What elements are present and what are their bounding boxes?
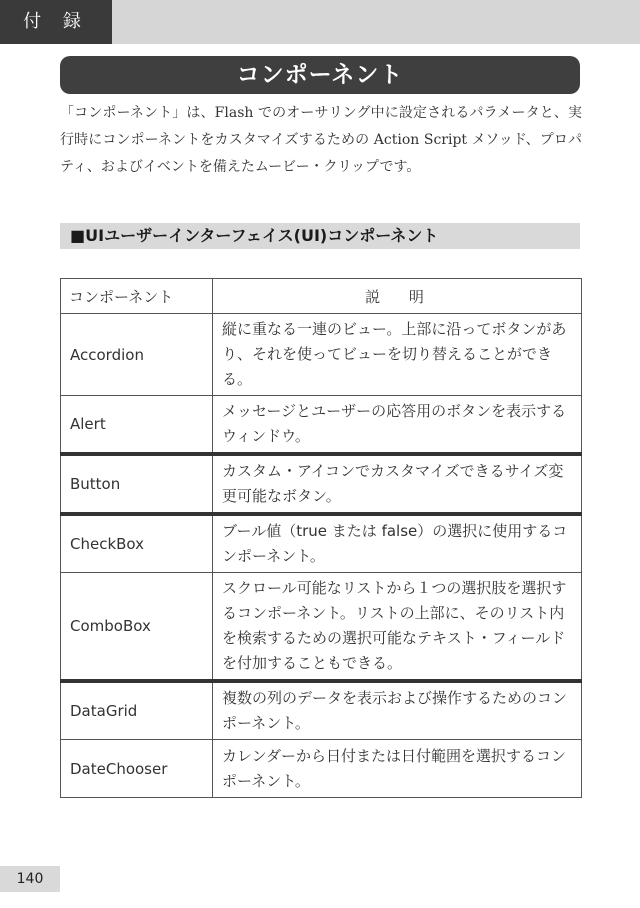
component-name: Accordion <box>61 314 213 396</box>
table-row <box>61 454 582 514</box>
appendix-tab: 付 録 <box>0 0 112 44</box>
table-header-row <box>61 279 582 314</box>
component-description: スクロール可能なリストから１つの選択肢を選択するコンポーネント。リストの上部に、そのリスト内を検索するための選択可能なテキスト・フィールドを付加することもできる。 <box>213 573 582 682</box>
table-row <box>61 314 582 396</box>
components-table <box>60 278 582 798</box>
table-row <box>61 514 582 573</box>
component-name: DateChooser <box>61 740 213 798</box>
page-title: コンポーネント <box>60 56 580 94</box>
table-row <box>61 740 582 798</box>
intro-paragraph: 「コンポーネント」は、Flash でのオーサリング中に設定されるパラメータと、実行時にコンポーネントをカスタマイズするための Action Script メソッド、プロパティ、およびイベントを備えたムービー・クリップです。 <box>60 105 582 175</box>
component-name: Button <box>61 454 213 514</box>
column-header-description: 説 明 <box>213 279 582 314</box>
component-name: CheckBox <box>61 514 213 573</box>
component-name: Alert <box>61 396 213 455</box>
table-row <box>61 681 582 740</box>
component-description: 縦に重なる一連のビュー。上部に沿ってボタンがあり、それを使ってビューを切り替えることができる。 <box>213 314 582 396</box>
component-description: ブール値（true または false）の選択に使用するコンポーネント。 <box>213 514 582 573</box>
component-name: ComboBox <box>61 573 213 682</box>
component-description: カレンダーから日付または日付範囲を選択するコンポーネント。 <box>213 740 582 798</box>
table-row <box>61 396 582 455</box>
component-name: DataGrid <box>61 681 213 740</box>
component-description: メッセージとユーザーの応答用のボタンを表示するウィンドウ。 <box>213 396 582 455</box>
column-header-name: コンポーネント <box>61 279 213 314</box>
component-description: 複数の列のデータを表示および操作するためのコンポーネント。 <box>213 681 582 740</box>
table-row <box>61 573 582 682</box>
component-description: カスタム・アイコンでカスタマイズできるサイズ変更可能なボタン。 <box>213 454 582 514</box>
page-number: 140 <box>0 866 60 892</box>
section-heading: ■UIユーザーインターフェイス(UI)コンポーネント <box>60 223 580 249</box>
